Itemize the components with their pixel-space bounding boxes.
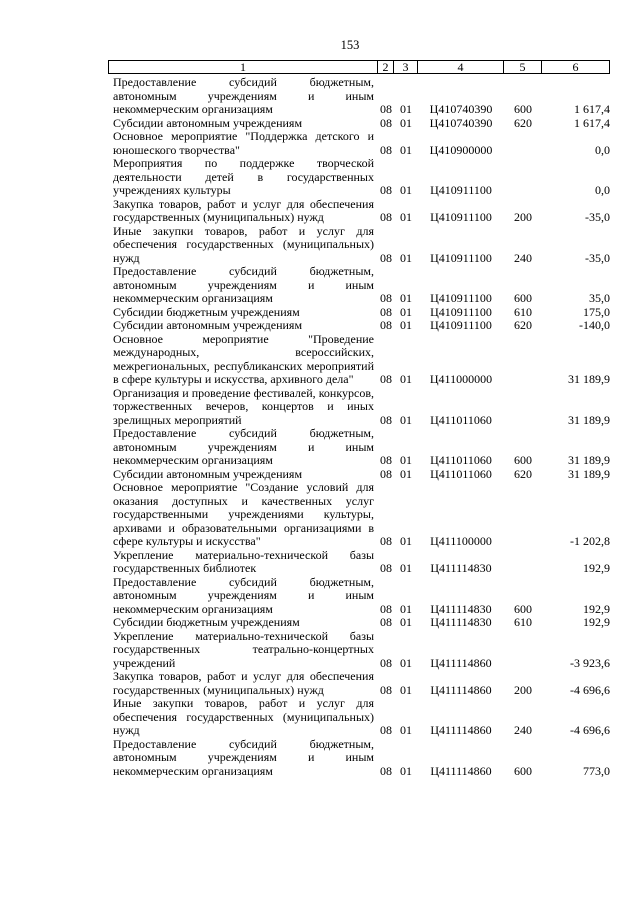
- table-row: [108, 130, 610, 157]
- row-target-article: Ц410740390: [429, 102, 493, 116]
- row-amount: 0,0: [595, 142, 610, 157]
- row-section: 08: [380, 453, 392, 467]
- row-amount: -4 696,6: [570, 682, 610, 697]
- row-amount: 31 189,9: [568, 453, 610, 467]
- table-row: [108, 225, 610, 266]
- row-target-article: Ц411114860: [430, 723, 492, 737]
- row-section: 08: [380, 534, 392, 548]
- row-target-article: Ц410911100: [430, 210, 492, 224]
- row-amount: 773,0: [583, 763, 610, 778]
- row-subsection: 01: [400, 412, 412, 427]
- row-section: 08: [380, 466, 392, 481]
- row-subsection: 01: [400, 466, 412, 481]
- row-expense-type: 600: [514, 102, 532, 116]
- row-section: 08: [380, 723, 392, 737]
- row-amount: 31 189,9: [568, 412, 610, 427]
- row-amount: 192,9: [583, 601, 610, 616]
- row-amount: -35,0: [585, 250, 610, 265]
- row-section: 08: [380, 561, 392, 575]
- row-amount: -4 696,6: [570, 723, 610, 737]
- row-target-article: Ц411100000: [430, 534, 492, 548]
- row-section: 08: [380, 682, 392, 697]
- row-target-article: Ц411114860: [430, 682, 492, 697]
- row-name: Закупка товаров, работ и услуг для обеспечения государственных (муниципальных) нужд: [113, 669, 374, 697]
- table-row: [108, 306, 610, 320]
- row-expense-type: 240: [514, 723, 532, 737]
- row-section: 08: [380, 763, 392, 778]
- row-subsection: 01: [400, 534, 412, 548]
- row-section: 08: [380, 210, 392, 224]
- row-target-article: Ц410911100: [430, 304, 492, 319]
- row-name: Субсидии автономным учреждениям: [113, 466, 303, 481]
- row-section: 08: [380, 372, 392, 386]
- table-row: [108, 117, 610, 131]
- row-subsection: 01: [400, 763, 412, 778]
- row-target-article: Ц410911100: [430, 318, 492, 332]
- table-row: [108, 630, 610, 671]
- row-name: Субсидии бюджетным учреждениям: [113, 615, 300, 629]
- row-name: Иные закупки товаров, работ и услуг для обеспечения государственных (муниципальных) нужд: [113, 223, 374, 265]
- row-amount: 0,0: [595, 183, 610, 197]
- table-body: [108, 76, 610, 778]
- row-subsection: 01: [400, 183, 412, 197]
- row-section: 08: [380, 412, 392, 427]
- row-name: Основное мероприятие "Проведение международных, всероссийских, межрегиональных, республиканских мероприятий в сфере культуры и искусства, архивного дела": [113, 331, 374, 386]
- row-subsection: 01: [400, 304, 412, 319]
- row-target-article: Ц411011060: [430, 466, 492, 481]
- row-name: Основное мероприятие "Создание условий для оказания доступных и качественных услуг государственными учреждениями культуры, архивами и образовательными организациями в сфере культуры и искусства": [113, 480, 374, 548]
- row-name: Организация и проведение фестивалей, конкурсов, торжественных вечеров, концертов и иных зрелищных мероприятий: [113, 385, 374, 427]
- row-subsection: 01: [400, 142, 412, 157]
- row-subsection: 01: [400, 453, 412, 467]
- row-target-article: Ц411000000: [429, 372, 493, 386]
- header-col-1: 1: [108, 60, 378, 74]
- table-row: [108, 697, 610, 738]
- page-number: 153: [340, 38, 360, 52]
- row-section: 08: [380, 304, 392, 319]
- row-amount: 1 617,4: [574, 102, 610, 116]
- row-name: Предоставление субсидий бюджетным, автономным учреждениям и иным некоммерческим организациям: [113, 264, 374, 305]
- row-target-article: Ц410911100: [430, 291, 492, 305]
- row-name: Укрепление материально-технической базы государственных библиотек: [113, 547, 374, 575]
- row-amount: -140,0: [579, 318, 610, 332]
- row-amount: -35,0: [585, 210, 610, 224]
- row-section: 08: [380, 142, 392, 157]
- row-expense-type: 600: [514, 763, 532, 778]
- row-subsection: 01: [400, 250, 412, 265]
- row-section: 08: [380, 615, 392, 629]
- row-section: 08: [380, 318, 392, 332]
- table-row: [108, 198, 610, 225]
- row-target-article: Ц411114830: [430, 601, 492, 616]
- row-target-article: Ц411114860: [430, 763, 492, 778]
- table-row: [108, 265, 610, 306]
- row-name: Субсидии бюджетным учреждениям: [113, 304, 300, 319]
- row-amount: 31 189,9: [568, 466, 610, 481]
- header-col-5: 5: [504, 60, 542, 74]
- row-name: Мероприятия по поддержке творческой деятельности детей в государственных учреждениях культуры: [113, 156, 374, 197]
- row-target-article: Ц411114830: [430, 561, 492, 575]
- table-row: [108, 738, 610, 779]
- row-name: Предоставление субсидий бюджетным, автономным учреждениям и иным некоммерческим организациям: [113, 736, 374, 778]
- row-amount: 35,0: [589, 291, 610, 305]
- row-amount: 175,0: [583, 304, 610, 319]
- row-amount: 31 189,9: [568, 372, 610, 386]
- row-expense-type: 200: [514, 682, 532, 697]
- row-subsection: 01: [400, 291, 412, 305]
- row-name: Предоставление субсидий бюджетным, автономным учреждениям и иным некоммерческим организациям: [113, 426, 374, 467]
- row-subsection: 01: [400, 115, 412, 130]
- header-col-4: 4: [418, 60, 504, 74]
- row-amount: 1 617,4: [574, 115, 610, 130]
- row-amount: -3 923,6: [570, 655, 610, 670]
- row-target-article: Ц411114860: [430, 655, 492, 670]
- row-name: Иные закупки товаров, работ и услуг для обеспечения государственных (муниципальных) нужд: [113, 696, 374, 737]
- row-name: Предоставление субсидий бюджетным, автономным учреждениям и иным некоммерческим организациям: [113, 75, 374, 116]
- table-row: [108, 468, 610, 482]
- header-col-6: 6: [542, 60, 610, 74]
- row-expense-type: 600: [514, 601, 532, 616]
- row-section: 08: [380, 102, 392, 116]
- row-amount: 192,9: [583, 561, 610, 575]
- row-section: 08: [380, 291, 392, 305]
- table-row: [108, 481, 610, 549]
- table-row: [108, 670, 610, 697]
- row-name: Предоставление субсидий бюджетным, автономным учреждениям и иным некоммерческим организациям: [113, 574, 374, 616]
- row-section: 08: [380, 601, 392, 616]
- table-row: [108, 157, 610, 198]
- row-section: 08: [380, 655, 392, 670]
- row-target-article: Ц411011060: [430, 453, 492, 467]
- row-expense-type: 620: [514, 466, 532, 481]
- row-subsection: 01: [400, 210, 412, 224]
- row-name: Укрепление материально-технической базы государственных театрально-концертных учреждений: [113, 628, 374, 670]
- row-target-article: Ц410911100: [430, 250, 492, 265]
- row-subsection: 01: [400, 561, 412, 575]
- table-row: [108, 427, 610, 468]
- row-expense-type: 600: [514, 453, 532, 467]
- row-name: Основное мероприятие "Поддержка детского и юношеского творчества": [113, 129, 374, 157]
- row-amount: 192,9: [583, 615, 610, 629]
- header-col-2: 2: [378, 60, 394, 74]
- row-target-article: Ц410911100: [430, 183, 492, 197]
- row-subsection: 01: [400, 372, 412, 386]
- row-target-article: Ц410740390: [429, 115, 493, 130]
- row-name: Закупка товаров, работ и услуг для обеспечения государственных (муниципальных) нужд: [113, 196, 374, 224]
- row-expense-type: 620: [514, 318, 532, 332]
- row-expense-type: 610: [514, 304, 532, 319]
- table-header: [108, 60, 610, 74]
- table-row: [108, 616, 610, 630]
- row-expense-type: 600: [514, 291, 532, 305]
- row-target-article: Ц410900000: [429, 142, 493, 157]
- row-expense-type: 200: [514, 210, 532, 224]
- row-subsection: 01: [400, 723, 412, 737]
- row-name: Субсидии автономным учреждениям: [113, 318, 303, 332]
- table-row: [108, 319, 610, 333]
- row-subsection: 01: [400, 601, 412, 616]
- row-expense-type: 620: [514, 115, 532, 130]
- row-subsection: 01: [400, 655, 412, 670]
- row-amount: -1 202,8: [570, 534, 610, 548]
- row-target-article: Ц411114830: [430, 615, 492, 629]
- table-row: [108, 387, 610, 428]
- table-row: [108, 576, 610, 617]
- table-row: [108, 76, 610, 117]
- table-row: [108, 333, 610, 387]
- row-subsection: 01: [400, 102, 412, 116]
- row-subsection: 01: [400, 682, 412, 697]
- row-section: 08: [380, 250, 392, 265]
- row-target-article: Ц411011060: [430, 412, 492, 427]
- row-name: Субсидии автономным учреждениям: [113, 115, 303, 130]
- table-row: [108, 549, 610, 576]
- row-subsection: 01: [400, 318, 412, 332]
- header-col-3: 3: [394, 60, 418, 74]
- row-expense-type: 610: [514, 615, 532, 629]
- row-expense-type: 240: [514, 250, 532, 265]
- row-subsection: 01: [400, 615, 412, 629]
- row-section: 08: [380, 183, 392, 197]
- row-section: 08: [380, 115, 392, 130]
